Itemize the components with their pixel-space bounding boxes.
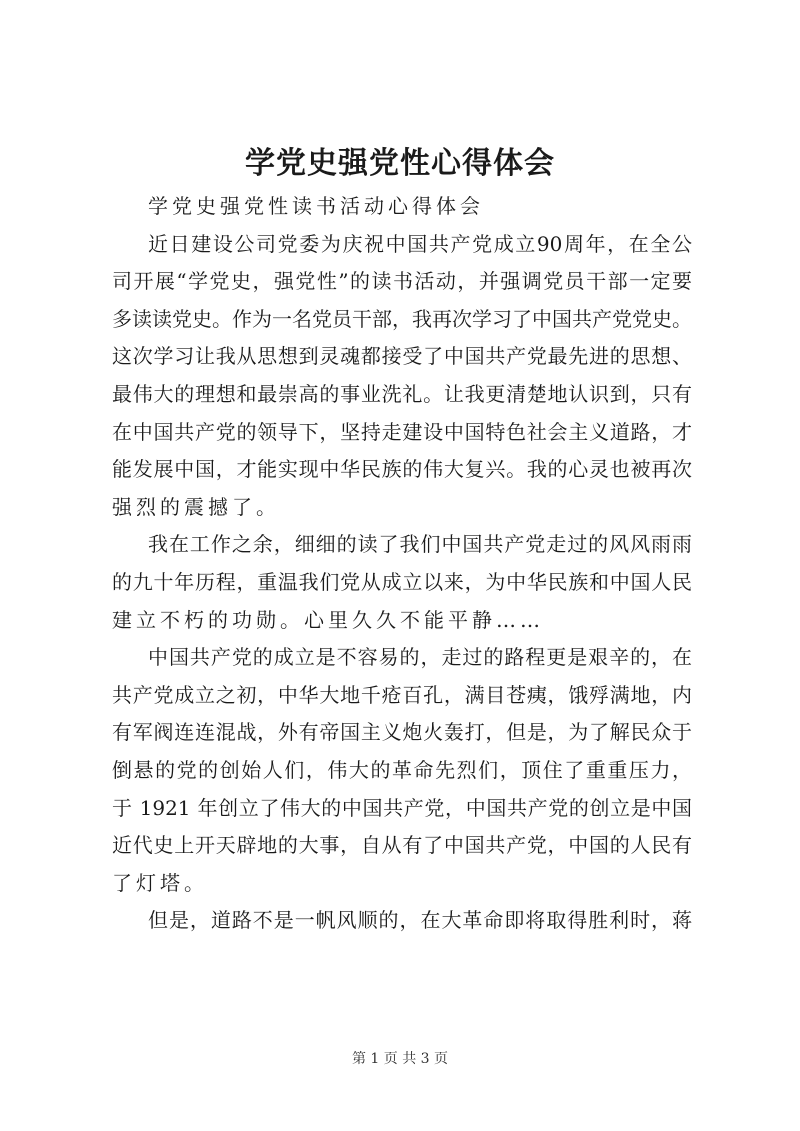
document-title: 学党史强党性心得体会 xyxy=(245,146,555,181)
text-line: 于 1921 年创立了伟大的中国共产党，中国共产党的创立是中国 xyxy=(112,795,692,820)
paragraph xyxy=(112,526,692,639)
paragraph xyxy=(112,902,692,940)
text-line: 司开展“学党史，强党性”的读书活动，并强调党员干部一定要 xyxy=(112,269,692,294)
text-line: 近日建设公司党委为庆祝中国共产党成立90周年，在全公 xyxy=(148,231,692,256)
text-line: 中国共产党的成立是不容易的，走过的路程更是艰辛的，在 xyxy=(148,645,692,670)
text-line: 最伟大的理想和最崇高的事业洗礼。让我更清楚地认识到，只有 xyxy=(112,381,692,406)
text-line: 共产党成立之初，中华大地千疮百孔，满目苍痍，饿殍满地，内 xyxy=(112,682,692,707)
text-line: 学党史强党性读书活动心得体会 xyxy=(148,194,484,218)
text-line: 建立不朽的功勋。心里久久不能平静…… xyxy=(112,607,544,632)
page-footer: 第 1 页 共 3 页 xyxy=(351,1051,449,1067)
text-line: 近代史上开天辟地的大事，自从有了中国共产党，中国的人民有 xyxy=(112,833,692,858)
paragraph xyxy=(112,188,692,226)
text-line: 强烈的震撼了。 xyxy=(112,494,280,519)
text-line: 在中国共产党的领导下，坚持走建设中国特色社会主义道路，才 xyxy=(112,419,692,444)
paragraph xyxy=(112,226,692,527)
text-line: 倒悬的党的创始人们，伟大的革命先烈们，顶住了重重压力， xyxy=(112,757,692,782)
text-line: 的九十年历程，重温我们党从成立以来，为中华民族和中国人民 xyxy=(112,569,692,594)
text-line: 有军阀连连混战，外有帝国主义炮火轰打，但是，为了解民众于 xyxy=(112,720,692,745)
text-line: 多读读党史。作为一名党员干部，我再次学习了中国共产党党史。 xyxy=(112,306,692,331)
text-line: 能发展中国，才能实现中华民族的伟大复兴。我的心灵也被再次 xyxy=(112,457,692,482)
text-line: 这次学习让我从思想到灵魂都接受了中国共产党最先进的思想、 xyxy=(112,344,692,369)
text-line: 了灯塔。 xyxy=(112,870,208,895)
document-body xyxy=(112,188,692,940)
text-line: 我在工作之余，细细的读了我们中国共产党走过的风风雨雨 xyxy=(148,532,692,557)
paragraph xyxy=(112,639,692,902)
text-line: 但是，道路不是一帆风顺的，在大革命即将取得胜利时，蒋 xyxy=(148,908,692,933)
